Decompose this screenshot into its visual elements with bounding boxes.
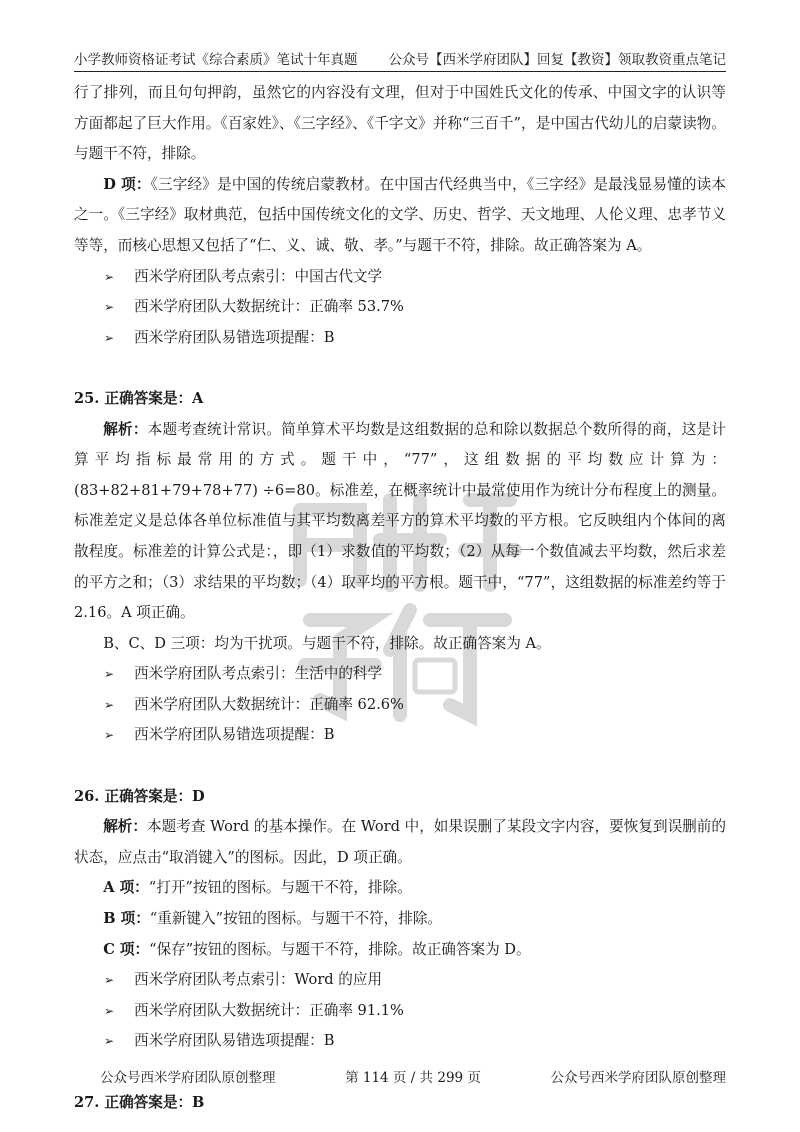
arrow-bullet-icon: ➢ <box>104 1003 115 1018</box>
paragraph: 行了排列，而且句句押韵，虽然它的内容没有文理，但对于中国姓氏文化的传承、中国文字的认识等方面都起了巨大作用。《百家姓》、《三字经》、《千字文》并称“三百千”，是中国古代幼儿的启蒙读物。与题干不符，排除。 <box>74 84 726 163</box>
bullet-text: 西米学府团队考点索引：中国古代文学 <box>134 267 383 285</box>
option-label: D 项： <box>103 175 151 193</box>
option-label: A 项： <box>103 879 149 897</box>
analysis-paragraph <box>74 415 726 629</box>
header-left: 小学教师资格证考试《综合素质》笔试十年真题 <box>74 52 358 68</box>
list-item <box>74 965 726 996</box>
bullet-text: 西米学府团队考点索引：生活中的科学 <box>134 665 383 683</box>
arrow-bullet-icon: ➢ <box>104 1034 115 1049</box>
page-footer <box>100 1066 726 1086</box>
header-right: 公众号【西米学府团队】回复【教资】领取教资重点笔记 <box>388 52 726 68</box>
option-text: 《三字经》是中国的传统启蒙教材。在中国古代经典当中，《三字经》是最浅显易懂的读本之一。《三字经》取材典范，包括中国传统文化的文学、历史、哲学、天文地理、人伦义理、忠孝节义等等，而核心思想又包括了“仁、义、诚、敬、孝。”与题干不符，排除。故正确答案为 A。 <box>74 175 726 254</box>
analysis-label: 解析： <box>103 420 148 438</box>
option-a-paragraph <box>74 873 726 904</box>
bullet-text: 西米学府团队大数据统计：正确率 62.6% <box>134 695 404 713</box>
bullet-text: 西米学府团队易错选项提醒：B <box>134 328 335 346</box>
option-text: “打开”按钮的图标。与题干不符，排除。 <box>148 879 412 897</box>
bullet-text: 西米学府团队大数据统计：正确率 53.7% <box>134 298 404 316</box>
option-text: “重新键入”按钮的图标。与题干不符，排除。 <box>149 910 443 928</box>
arrow-bullet-icon: ➢ <box>104 300 115 315</box>
arrow-bullet-icon: ➢ <box>104 697 115 712</box>
bullet-text: 西米学府团队大数据统计：正确率 91.1% <box>134 1001 404 1019</box>
option-text: “保存”按钮的图标。与题干不符，排除。故正确答案为 D。 <box>149 940 531 958</box>
arrow-bullet-icon: ➢ <box>104 330 115 345</box>
option-b-paragraph <box>74 904 726 935</box>
question-heading: 26. 正确答案是：D <box>74 787 205 805</box>
analysis-label: 解析： <box>103 818 148 836</box>
bullet-text: 西米学府团队易错选项提醒：B <box>134 1032 335 1050</box>
list-item <box>74 690 726 721</box>
list-item <box>74 292 726 323</box>
question-heading: 25. 正确答案是：A <box>74 389 204 407</box>
list-item <box>74 996 726 1027</box>
list-item <box>74 262 726 293</box>
arrow-bullet-icon: ➢ <box>104 269 115 284</box>
page-header <box>74 44 726 72</box>
document-body <box>74 78 726 1118</box>
analysis-paragraph <box>74 812 726 873</box>
paragraph: B、C、D 三项：均为干扰项。与题干不符，排除。故正确答案为 A。 <box>103 634 551 652</box>
option-d-paragraph <box>74 170 726 262</box>
option-label: B 项： <box>103 910 150 928</box>
list-item <box>74 659 726 690</box>
option-label: C 项： <box>103 940 150 958</box>
page-number: 第 114 页 / 共 299 页 <box>345 1070 481 1086</box>
list-item <box>74 1026 726 1057</box>
analysis-text: 本题考查 Word 的基本操作。在 Word 中，如果误删了某段文字内容，要恢复到误删前的状态，应点击“取消键入”的图标。因此，D 项正确。 <box>74 818 726 866</box>
question-heading: 27. 正确答案是：B <box>74 1093 205 1111</box>
list-item <box>74 720 726 751</box>
footer-right: 公众号西米学府团队原创整理 <box>550 1070 726 1086</box>
bullet-text: 西米学府团队易错选项提醒：B <box>134 726 335 744</box>
arrow-bullet-icon: ➢ <box>104 667 115 682</box>
bullet-text: 西米学府团队考点索引：Word 的应用 <box>134 971 383 989</box>
list-item <box>74 323 726 354</box>
analysis-text: 本题考查统计常识。简单算术平均数是这组数据的总和除以数据总个数所得的商，这是计算平均指标最常用的方式。题干中，“77”，这组数据的平均数应计算为：(83+82+81+79+78+77) ÷6=80。标准差，在概率统计中最常使用作为统计分布程度上的测量。标准差定义是总体各单位标准值与其平均数离差平方的算术平均数的平方根。它反映组内个体间的离散程度。标准差的计算公式是：，即（1）求数值的平均数；（2）从每一个数值减去平均数，然后求差的平方之和；（3）求结果的平均数；（4）取平均的平方根。题干中，“77”，这组数据的标准差约等于 2.16。A 项正确。 <box>74 420 726 622</box>
arrow-bullet-icon: ➢ <box>104 728 115 743</box>
option-c-paragraph <box>74 935 726 966</box>
footer-left: 公众号西米学府团队原创整理 <box>100 1070 276 1086</box>
arrow-bullet-icon: ➢ <box>104 973 115 988</box>
